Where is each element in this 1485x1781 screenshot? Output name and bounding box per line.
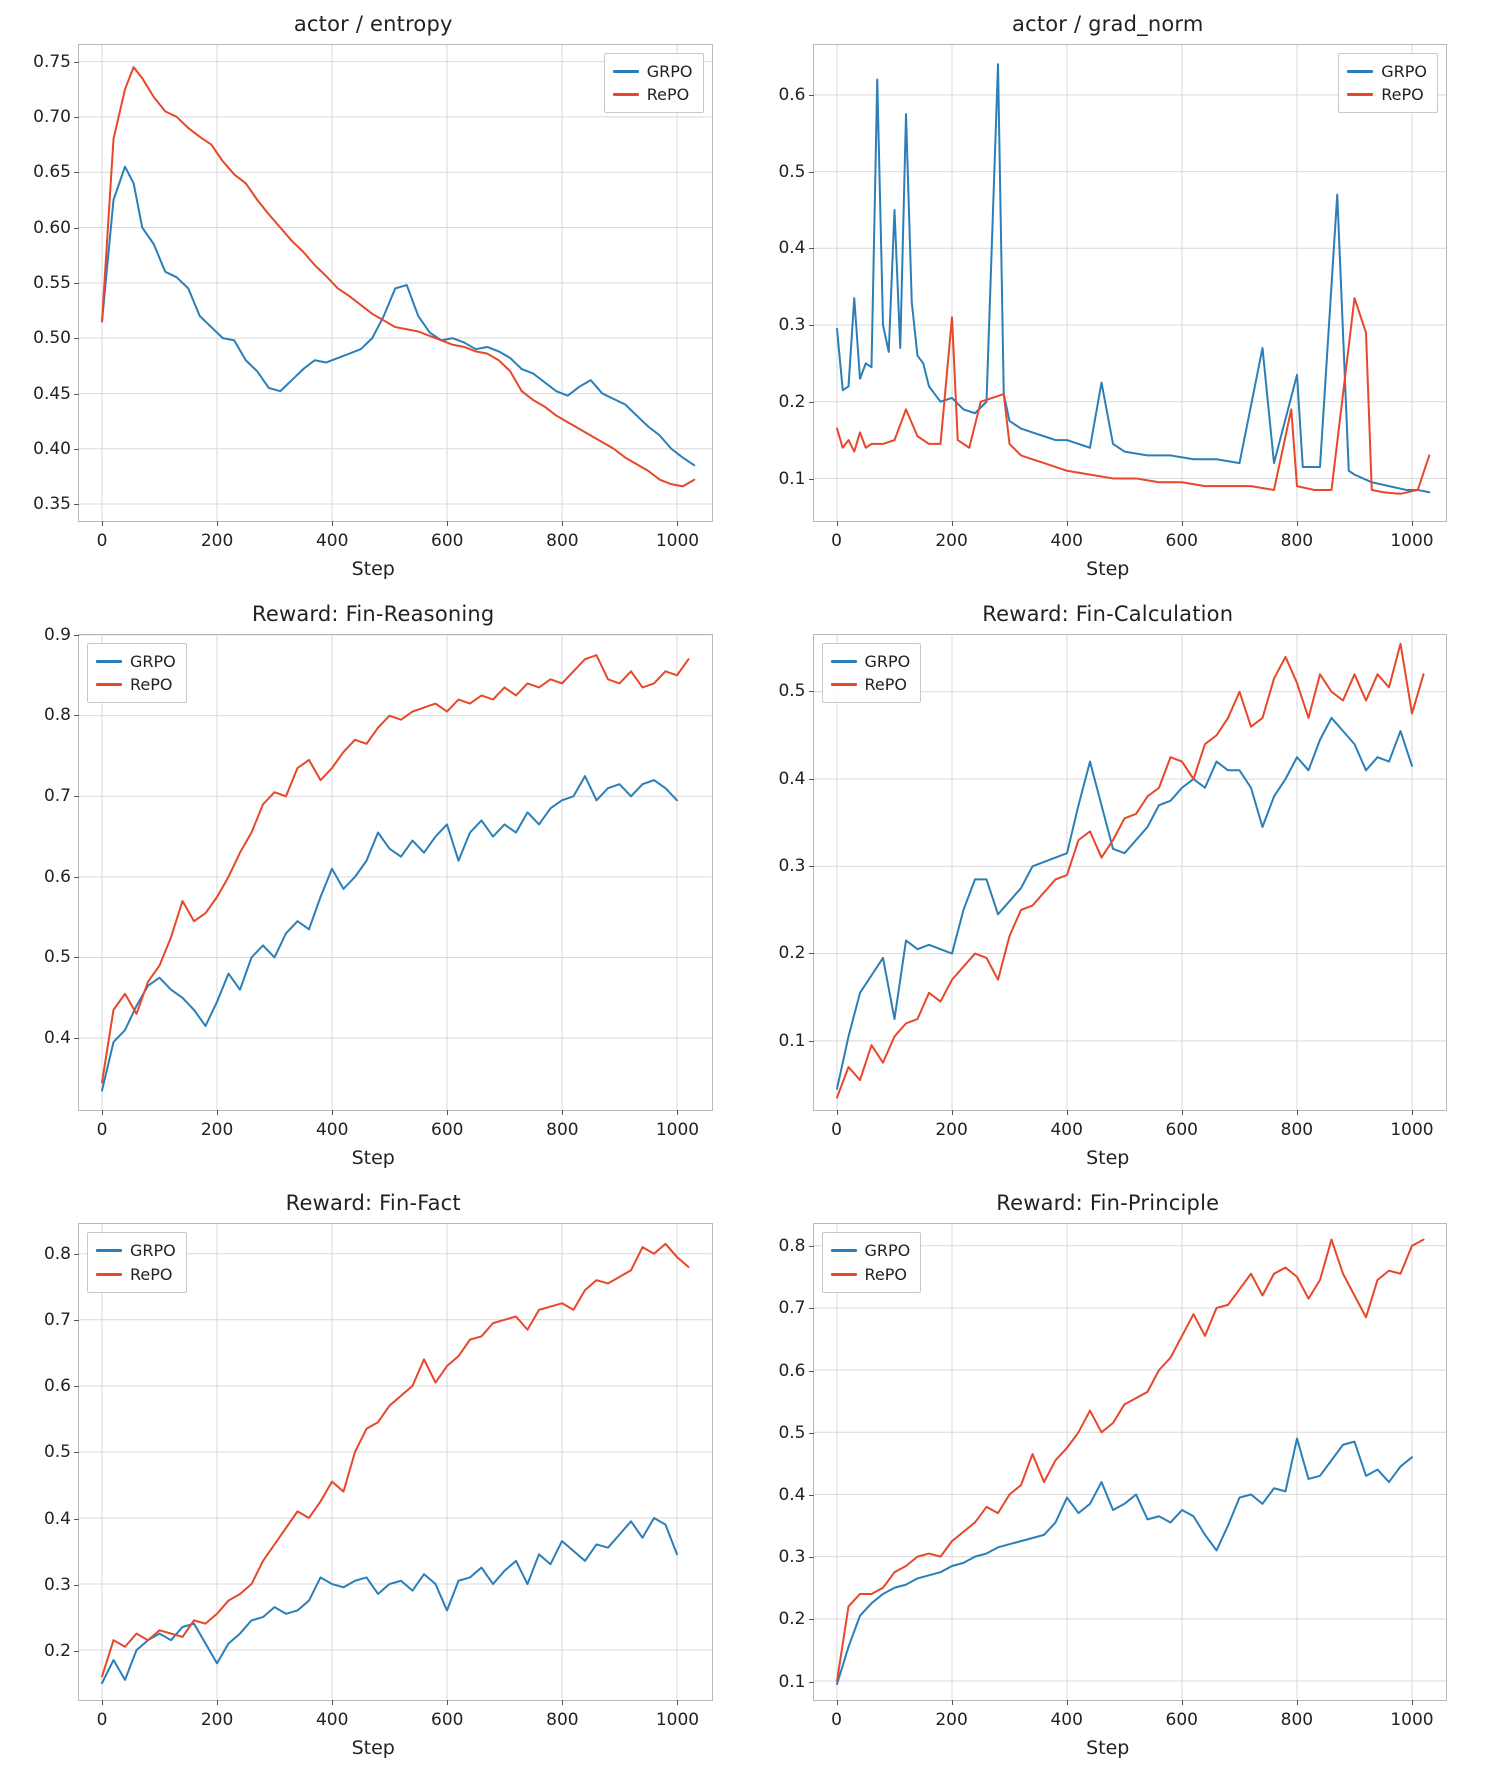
panel-title: actor / grad_norm [1012,12,1204,36]
x-tick-mark [1297,521,1298,526]
y-tick-label: 0.2 [778,1609,806,1630]
y-tick-mark [809,953,814,954]
x-tick-mark [677,1110,678,1115]
x-tick-mark [102,1700,103,1705]
x-tick-label: 800 [546,1120,579,1141]
y-tick-mark [74,117,79,118]
x-tick-mark [952,1700,953,1705]
y-tick-label: 0.8 [778,1236,806,1257]
x-tick-label: 400 [315,1710,349,1730]
y-tick-mark [74,1651,79,1652]
x-tick-mark [447,1110,448,1115]
legend-item-repo [96,673,176,696]
legend [1338,53,1438,113]
y-tick-mark [74,1519,79,1520]
x-tick-label: 200 [935,1710,968,1730]
x-tick-mark [1297,1110,1298,1115]
series-lines [79,635,712,1111]
legend-swatch-grpo [831,1249,857,1252]
panel-reward-fin-fact [6,1185,741,1775]
y-tick-label: 0.6 [778,1360,806,1381]
y-tick-mark [74,1452,79,1453]
y-tick-label: 0.2 [43,1640,71,1661]
x-tick-label: 1000 [655,530,700,551]
y-tick-label: 0.3 [778,1547,806,1568]
legend-item-repo [1347,83,1427,106]
y-tick-label: 0.7 [43,786,71,806]
series-lines [814,635,1447,1111]
legend-label-repo: RePO [130,674,173,694]
x-tick-label: 400 [1050,1710,1083,1730]
x-axis-label: Step [1086,1737,1130,1759]
x-tick-mark [562,1700,563,1705]
x-axis-label: Step [351,1737,395,1759]
legend-swatch-grpo [1347,70,1373,73]
y-tick-label: 0.3 [778,315,806,336]
y-tick-mark [809,479,814,480]
x-tick-mark [837,1700,838,1705]
x-tick-label: 600 [431,1710,464,1730]
x-tick-label: 1000 [655,1120,700,1141]
legend-label-repo: RePO [130,1264,173,1284]
y-tick-label: 0.3 [43,1574,71,1595]
y-tick-mark [809,1433,814,1434]
y-tick-label: 0.6 [43,1376,71,1397]
x-tick-mark [1182,1700,1183,1705]
y-tick-mark [809,1371,814,1372]
y-tick-mark [809,866,814,867]
legend-label-grpo: GRPO [864,651,911,671]
x-tick-mark [332,521,333,526]
x-axis-label: Step [1086,1147,1130,1170]
y-tick-mark [809,691,814,692]
legend [604,53,704,113]
legend [87,643,187,703]
legend-item-repo [831,1263,911,1286]
panel-title: Reward: Fin-Fact [285,1191,461,1216]
panel-title: actor / entropy [293,12,453,36]
x-tick-label: 800 [1280,1710,1314,1730]
x-tick-label: 0 [96,530,108,551]
y-tick-mark [74,62,79,63]
y-tick-label: 0.5 [778,681,806,702]
y-tick-label: 0.1 [778,1030,806,1051]
x-tick-label: 400 [1050,530,1083,551]
x-tick-mark [217,521,218,526]
legend-label-grpo: GRPO [646,62,693,81]
x-tick-label: 0 [831,530,842,551]
x-tick-mark [677,521,678,526]
y-tick-label: 0.35 [33,494,71,515]
y-tick-mark [809,1041,814,1042]
legend-item-grpo [831,650,911,673]
x-tick-label: 1000 [655,1710,700,1730]
legend-swatch-grpo [831,660,857,663]
plot-area [778,44,1448,551]
x-tick-mark [1067,521,1068,526]
x-tick-label: 600 [431,1120,464,1141]
panel-actor-entropy [6,6,741,596]
legend-swatch-repo [96,683,122,686]
y-tick-label: 0.4 [43,1508,71,1529]
y-tick-mark [74,338,79,339]
y-tick-label: 0.7 [43,1310,71,1331]
legend-label-grpo: GRPO [1381,62,1427,81]
y-tick-label: 0.4 [43,1028,71,1049]
panel-title: Reward: Fin-Calculation [982,601,1234,626]
x-tick-label: 1000 [1390,530,1434,551]
series-lines [814,1224,1447,1700]
y-tick-label: 0.40 [33,439,71,460]
x-axis-label: Step [351,1147,395,1170]
x-tick-mark [1182,521,1183,526]
panel-reward-fin-reasoning [6,596,741,1186]
x-tick-label: 600 [1165,530,1199,551]
y-tick-mark [809,779,814,780]
y-tick-label: 0.4 [778,238,806,259]
y-tick-label: 0.5 [43,1442,71,1463]
x-tick-mark [102,521,103,526]
panel-actor-grad-norm [741,6,1476,596]
x-tick-label: 800 [546,1710,579,1730]
y-tick-label: 0.5 [43,947,71,968]
legend-label-repo: RePO [864,1264,907,1284]
y-tick-label: 0.6 [778,84,806,105]
legend-swatch-grpo [96,660,122,663]
legend [822,1232,922,1292]
y-tick-mark [74,449,79,450]
legend-swatch-repo [613,93,639,96]
x-tick-mark [837,521,838,526]
legend-label-grpo: GRPO [130,651,176,671]
legend-item-repo [831,673,911,696]
y-tick-label: 0.9 [43,624,71,645]
legend-swatch-repo [96,1273,122,1276]
series-lines [79,1224,712,1700]
y-tick-mark [809,1682,814,1683]
x-tick-mark [837,1110,838,1115]
x-tick-label: 600 [1165,1120,1199,1141]
y-tick-label: 0.65 [33,162,71,183]
x-tick-mark [217,1700,218,1705]
y-tick-mark [74,1585,79,1586]
plot-area [43,1223,713,1730]
x-tick-mark [102,1110,103,1115]
y-tick-label: 0.3 [778,856,806,877]
y-tick-mark [809,172,814,173]
x-tick-label: 1000 [1390,1120,1434,1141]
y-tick-mark [809,248,814,249]
legend-item-repo [613,83,693,106]
plot-area [778,1223,1448,1730]
legend-swatch-repo [1347,93,1373,96]
panel-reward-fin-calculation [741,596,1476,1186]
legend-item-grpo [1347,60,1427,83]
y-tick-label: 0.6 [43,866,71,887]
x-tick-mark [1067,1110,1068,1115]
x-tick-label: 0 [96,1710,108,1730]
y-tick-mark [74,1386,79,1387]
legend-item-grpo [613,60,693,83]
x-tick-label: 0 [96,1120,108,1141]
legend-label-grpo: GRPO [864,1241,911,1261]
y-tick-label: 0.4 [778,1484,806,1505]
legend-label-grpo: GRPO [130,1241,176,1261]
x-tick-mark [332,1700,333,1705]
x-tick-label: 200 [200,530,234,551]
x-tick-mark [1297,1700,1298,1705]
y-tick-mark [74,877,79,878]
x-tick-label: 0 [831,1120,842,1141]
legend-swatch-grpo [613,70,639,73]
plot-area [43,624,713,1141]
x-tick-mark [562,521,563,526]
x-tick-label: 200 [200,1120,234,1141]
y-tick-mark [809,1619,814,1620]
legend [87,1232,187,1292]
x-tick-label: 0 [831,1710,842,1730]
x-tick-mark [952,521,953,526]
x-tick-label: 400 [1050,1120,1083,1141]
x-tick-label: 800 [546,530,579,551]
y-tick-mark [74,228,79,229]
x-tick-label: 1000 [1390,1710,1434,1730]
y-tick-label: 0.4 [778,768,806,789]
x-tick-mark [952,1110,953,1115]
panel-title: Reward: Fin-Reasoning [252,601,495,626]
x-tick-mark [677,1700,678,1705]
y-tick-mark [809,95,814,96]
panel-reward-fin-principle [741,1185,1476,1775]
y-tick-mark [74,504,79,505]
y-tick-mark [809,1557,814,1558]
y-tick-mark [74,283,79,284]
series-lines [814,45,1447,521]
x-tick-mark [1412,1110,1413,1115]
legend-label-repo: RePO [646,85,690,105]
x-tick-mark [447,1700,448,1705]
y-tick-label: 0.2 [778,392,806,412]
y-tick-label: 0.70 [33,106,71,127]
y-tick-label: 0.5 [778,1422,806,1443]
legend-label-repo: RePO [864,674,907,694]
legend-item-grpo [831,1239,911,1262]
plot-area [33,44,713,551]
legend-item-grpo [96,1239,176,1262]
y-tick-mark [809,325,814,326]
legend-label-repo: RePO [1381,85,1424,105]
y-tick-mark [809,1495,814,1496]
legend-swatch-grpo [96,1249,122,1252]
x-tick-label: 400 [315,530,349,551]
y-tick-label: 0.60 [33,217,71,238]
x-axis-label: Step [351,557,395,580]
legend-swatch-repo [831,683,857,686]
y-tick-label: 0.1 [778,1671,806,1692]
y-tick-mark [74,1038,79,1039]
x-tick-label: 800 [1280,530,1314,551]
y-tick-label: 0.1 [778,468,806,489]
y-tick-label: 0.8 [43,705,71,726]
x-tick-mark [1412,1700,1413,1705]
y-tick-label: 0.8 [43,1244,71,1265]
y-tick-mark [74,1254,79,1255]
legend-item-repo [96,1263,176,1286]
y-tick-label: 0.55 [33,273,71,293]
y-tick-label: 0.75 [33,51,71,72]
y-tick-mark [74,796,79,797]
y-tick-label: 0.5 [778,161,806,182]
y-tick-mark [809,402,814,403]
x-axis-label: Step [1086,557,1130,580]
x-tick-mark [447,521,448,526]
x-tick-mark [217,1110,218,1115]
series-lines [79,45,712,521]
y-tick-label: 0.2 [778,943,806,964]
y-tick-mark [74,715,79,716]
x-tick-label: 600 [1165,1710,1199,1730]
x-tick-mark [1182,1110,1183,1115]
x-tick-label: 200 [935,530,968,551]
x-tick-label: 200 [935,1120,968,1141]
y-tick-mark [74,1320,79,1321]
legend-item-grpo [96,650,176,673]
plot-area [778,634,1448,1141]
y-tick-mark [74,635,79,636]
y-tick-label: 0.50 [33,328,71,349]
y-tick-mark [74,172,79,173]
legend-swatch-repo [831,1273,857,1276]
y-tick-label: 0.7 [778,1298,806,1319]
y-tick-label: 0.45 [33,383,71,404]
x-tick-label: 200 [200,1710,234,1730]
x-tick-mark [562,1110,563,1115]
x-tick-label: 400 [315,1120,349,1141]
panel-title: Reward: Fin-Principle [996,1191,1220,1216]
legend [822,643,922,703]
x-tick-mark [1412,521,1413,526]
y-tick-mark [74,394,79,395]
y-tick-mark [74,957,79,958]
x-tick-label: 800 [1280,1120,1314,1141]
x-tick-label: 600 [431,530,464,551]
x-tick-mark [1067,1700,1068,1705]
y-tick-mark [809,1308,814,1309]
y-tick-mark [809,1246,814,1247]
x-tick-mark [332,1110,333,1115]
